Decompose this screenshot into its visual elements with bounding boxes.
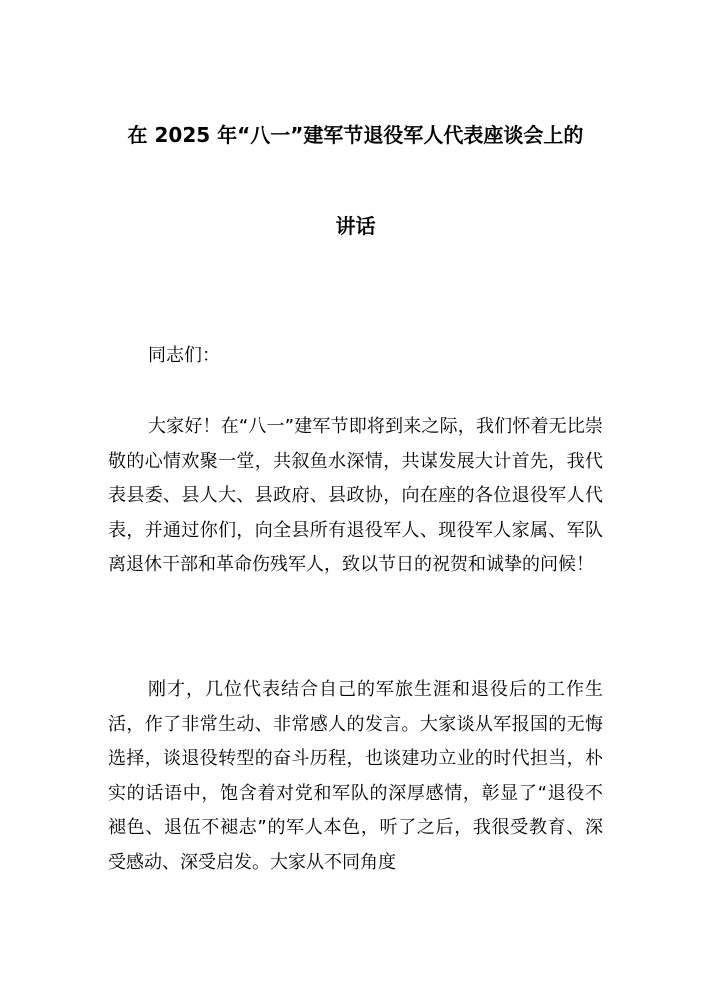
document-title-line-1: 在 2025 年“八一”建军节退役军人代表座谈会上的 — [127, 123, 584, 147]
document-title-line-2: 讲话 — [335, 214, 376, 238]
paragraph-opening: 大家好！在“八一”建军节即将到来之际，我们怀着无比崇敬的心情欢聚一堂，共叙鱼水深情，共谋发展大计首先，我代表县委、县人大、县政府、县政协，向在座的各位退役军人代表，并通过你们，向全县所有退役军人、现役军人家属、军队离退休干部和革命伤残军人，致以节日的祝贺和诚挚的问候！ — [108, 416, 603, 575]
paragraph-representatives-speeches: 刚才，几位代表结合自己的军旅生涯和退役后的工作生活，作了非常生动、非常感人的发言。大家谈从军报国的无悔选择，谈退役转型的奋斗历程，也谈建功立业的时代担当，朴实的话语中，饱含着对党和军队的深厚感情，彰显了“退役不褪色、退伍不褪志”的军人本色，听了之后，我很受教育、深受感动、深受启发。大家从不同角度 — [108, 679, 603, 873]
greeting: 同志们： — [148, 345, 220, 366]
